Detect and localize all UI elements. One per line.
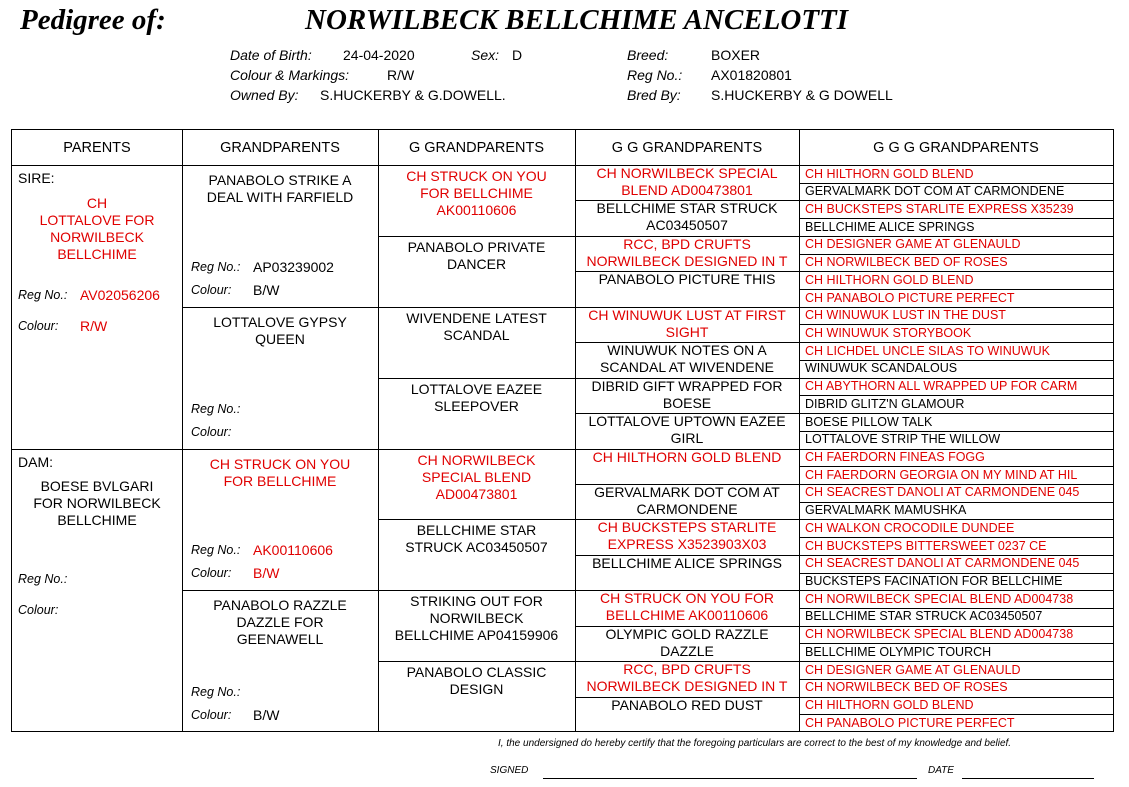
g-grandparent-name — [378, 310, 575, 344]
dob-label: Date of Birth: — [230, 47, 312, 63]
ggg-grandparent-name: CH WINUWUK LUST IN THE DUST — [805, 308, 1006, 323]
gg-grandparent-name — [575, 200, 799, 235]
name-line: BELLCHIME STAR STRUCK — [596, 200, 778, 217]
bred-label: Bred By: — [627, 87, 681, 103]
name-line: DEAL WITH FARFIELD — [206, 189, 354, 205]
sex-value: D — [512, 47, 523, 63]
g-grandparent-name — [378, 168, 575, 219]
grandparent-name — [182, 597, 378, 648]
ggg-grandparent-name: BOESE PILLOW TALK — [805, 414, 933, 429]
colour-label: Colour: — [18, 319, 59, 333]
sire-name — [12, 195, 182, 263]
colour-value: B/W — [253, 565, 280, 582]
name-line: BELLCHIME — [57, 511, 137, 528]
g-grandparent-name — [378, 239, 575, 273]
name-line: LOTTALOVE EAZEE — [410, 380, 543, 397]
ggg-grandparent-name: DIBRID GLITZ'N GLAMOUR — [805, 396, 965, 411]
name-line: GEENAWELL — [236, 631, 324, 648]
column-header: G G GRANDPARENTS — [611, 139, 763, 156]
name-line: OLYMPIC GOLD RAZZLE — [605, 625, 769, 642]
reg-value: AP03239002 — [253, 258, 334, 275]
name-line: NORWILBECK DESIGNED IN T — [586, 252, 788, 269]
g-grandparent-name — [378, 664, 575, 698]
name-line: BELLCHIME AP04159906 — [394, 627, 559, 644]
reg-label: Reg No.: — [191, 259, 241, 274]
g-grandparent-name — [378, 381, 575, 415]
name-line: CH BUCKSTEPS STARLITE — [597, 519, 777, 536]
signature-line[interactable] — [543, 778, 917, 779]
colour-label: Colour: — [191, 566, 232, 581]
gg-grandparent-name — [575, 555, 799, 590]
colour-value: R/W — [387, 67, 415, 83]
ggg-grandparent-name: CH LICHDEL UNCLE SILAS TO WINUWUK — [805, 343, 1050, 358]
gg-grandparent-name — [575, 661, 799, 696]
reg-value: AK00110606 — [253, 542, 333, 559]
name-line: DAZZLE — [660, 642, 714, 659]
name-line: CARMONDENE — [636, 500, 738, 517]
ggg-grandparent-name: BELLCHIME OLYMPIC TOURCH — [805, 644, 992, 659]
signed-label: SIGNED — [490, 765, 529, 776]
name-line: STRUCK AC03450507 — [405, 539, 548, 556]
name-line: NORWILBECK — [50, 229, 144, 245]
name-line: DAZZLE FOR — [236, 614, 324, 631]
column-header: G GRANDPARENTS — [408, 139, 545, 156]
name-line: LOTTALOVE GYPSY — [213, 313, 347, 330]
name-line: CH WINUWUK LUST AT FIRST — [588, 306, 786, 323]
colour-label: Colour: — [191, 424, 232, 439]
name-line: AC03450507 — [646, 217, 728, 234]
name-line: CH — [86, 195, 108, 211]
ggg-grandparent-name: BELLCHIME STAR STRUCK AC03450507 — [805, 609, 1043, 624]
name-line: DIBRID GIFT WRAPPED FOR — [591, 377, 783, 394]
dam-label: DAM: — [18, 453, 53, 470]
ggg-grandparent-name: CH WINUWUK STORYBOOK — [805, 325, 972, 340]
name-line: WINUWUK NOTES ON A — [607, 342, 767, 359]
breed-value: BOXER — [711, 47, 761, 63]
reg-value: AV02056206 — [80, 287, 160, 303]
page-title: Pedigree of: — [20, 4, 166, 36]
grandparent-name — [182, 172, 378, 206]
reg-label: Reg No.: — [191, 685, 241, 699]
grandparent-name — [182, 314, 378, 348]
name-line: PANABOLO PRIVATE — [407, 238, 546, 255]
name-line: SPECIAL BLEND — [421, 468, 532, 485]
ggg-grandparent-name: CH HILTHORN GOLD BLEND — [805, 272, 974, 287]
ggg-grandparent-name: BUCKSTEPS FACINATION FOR BELLCHIME — [805, 574, 1063, 589]
name-line: LOTTALOVE UPTOWN EAZEE — [588, 413, 786, 430]
ggg-grandparent-name: CH HILTHORN GOLD BLEND — [805, 698, 974, 713]
name-line: NORWILBECK — [429, 610, 524, 627]
reg-label: Reg No.: — [191, 401, 241, 416]
colour-label: Colour: — [191, 708, 232, 722]
gg-grandparent-name — [575, 697, 799, 732]
reg-label: Reg No.: — [18, 288, 68, 302]
ggg-grandparent-name: CH NORWILBECK SPECIAL BLEND AD004738 — [805, 627, 1074, 642]
dob-value: 24-04-2020 — [343, 47, 415, 63]
ggg-grandparent-name: CH ABYTHORN ALL WRAPPED UP FOR CARM — [805, 379, 1078, 394]
colour-value: R/W — [80, 318, 108, 334]
name-line: CH STRUCK ON YOU — [209, 455, 351, 472]
breed-label: Breed: — [627, 47, 669, 63]
name-line: FOR BELLCHIME — [420, 185, 533, 201]
gg-grandparent-name — [575, 378, 799, 413]
ggg-grandparent-name: WINUWUK SCANDALOUS — [805, 361, 958, 376]
name-line: CH STRUCK ON YOU — [406, 168, 547, 184]
ggg-grandparent-name: CH WALKON CROCODILE DUNDEE — [805, 520, 1015, 535]
name-line: EXPRESS X3523903X03 — [607, 536, 767, 553]
name-line: SCANDAL AT WIVENDENE — [599, 359, 774, 376]
ggg-grandparent-name: LOTTALOVE STRIP THE WILLOW — [805, 432, 1001, 447]
certification-text: I, the undersigned do hereby certify that the foregoing particulars are correct to the best of my knowledge and belief. — [498, 738, 1012, 749]
name-line: AD00473801 — [435, 485, 518, 502]
gg-grandparent-name — [575, 449, 799, 484]
gg-grandparent-name — [575, 165, 799, 200]
bred-value: S.HUCKERBY & G DOWELL — [711, 87, 893, 103]
ggg-grandparent-name: CH FAERDORN FINEAS FOGG — [805, 450, 985, 464]
gg-grandparent-name — [575, 342, 799, 377]
column-header: PARENTS — [63, 139, 131, 156]
owned-value: S.HUCKERBY & G.DOWELL. — [320, 87, 506, 103]
gg-grandparent-name — [575, 271, 799, 306]
ggg-grandparent-name: CH DESIGNER GAME AT GLENAULD — [805, 237, 1021, 252]
name-line: BELLCHIME — [57, 246, 137, 262]
dam-name — [12, 478, 182, 529]
gg-grandparent-name — [575, 519, 799, 554]
ggg-grandparent-name: CH NORWILBECK BED OF ROSES — [805, 255, 1008, 270]
ggg-grandparent-name: CH HILTHORN GOLD BLEND — [805, 166, 974, 181]
name-line: SLEEPOVER — [434, 397, 519, 414]
reg-label: Reg No.: — [627, 67, 683, 83]
name-line: NORWILBECK DESIGNED IN T — [586, 678, 788, 695]
name-line: DESIGN — [449, 681, 504, 698]
name-line: STRIKING OUT FOR — [410, 593, 543, 610]
colour-value: B/W — [253, 281, 280, 298]
sire-label: SIRE: — [18, 170, 55, 186]
name-line: FOR NORWILBECK — [33, 494, 161, 511]
reg-value: AX01820801 — [711, 67, 792, 83]
pedigree-table — [11, 129, 1114, 732]
ggg-grandparent-name: CH PANABOLO PICTURE PERFECT — [805, 715, 1015, 730]
name-line: CH STRUCK ON YOU FOR — [600, 590, 774, 607]
owned-label: Owned By: — [230, 87, 299, 103]
column-header: G G G GRANDPARENTS — [873, 139, 1039, 156]
ggg-grandparent-name: GERVALMARK DOT COM AT CARMONDENE — [805, 184, 1065, 199]
colour-label: Colour: — [18, 602, 59, 617]
name-line: GERVALMARK DOT COM AT — [594, 483, 780, 500]
ggg-grandparent-name: CH BUCKSTEPS BITTERSWEET 0237 CE — [805, 538, 1047, 553]
ggg-grandparent-name: CH NORWILBECK BED OF ROSES — [805, 680, 1008, 695]
name-line: SIGHT — [665, 323, 709, 340]
ggg-grandparent-name: CH NORWILBECK SPECIAL BLEND AD004738 — [805, 591, 1074, 606]
g-grandparent-name — [378, 522, 575, 556]
name-line: BOESE — [662, 394, 712, 411]
ggg-grandparent-name: CH FAERDORN GEORGIA ON MY MIND AT HIL — [805, 467, 1078, 482]
name-line: CH NORWILBECK SPECIAL — [596, 165, 778, 181]
name-line: QUEEN — [255, 330, 305, 347]
reg-label: Reg No.: — [191, 543, 241, 558]
name-line: PANABOLO PICTURE THIS — [598, 271, 776, 288]
name-line: DANCER — [446, 255, 507, 272]
gg-grandparent-name — [575, 413, 799, 448]
g-grandparent-name — [378, 593, 575, 644]
sex-label: Sex: — [471, 47, 500, 63]
ggg-grandparent-name: CH DESIGNER GAME AT GLENAULD — [805, 662, 1021, 677]
reg-label: Reg No.: — [18, 571, 68, 586]
grandparent-name — [182, 456, 378, 490]
ggg-grandparent-name: CH SEACREST DANOLI AT CARMONDENE 045 — [805, 485, 1080, 500]
gg-grandparent-name — [575, 307, 799, 342]
gg-grandparent-name — [575, 236, 799, 271]
name-line: PANABOLO STRIKE A — [208, 172, 352, 188]
date-line[interactable] — [962, 778, 1094, 779]
name-line: RCC, BPD CRUFTS — [623, 235, 751, 252]
name-line: PANABOLO CLASSIC — [406, 664, 547, 681]
colour-label: Colour: — [191, 282, 232, 297]
ggg-grandparent-name: GERVALMARK MAMUSHKA — [805, 503, 967, 518]
dog-name: NORWILBECK BELLCHIME ANCELOTTI — [305, 4, 849, 36]
ggg-grandparent-name: BELLCHIME ALICE SPRINGS — [805, 219, 975, 234]
name-line: WIVENDENE LATEST — [406, 309, 547, 326]
name-line: AK00110606 — [436, 202, 517, 218]
name-line: CH HILTHORN GOLD BLEND — [592, 448, 782, 465]
name-line: BOESE BVLGARI — [40, 477, 154, 494]
g-grandparent-name — [378, 452, 575, 503]
colour-value: B/W — [253, 707, 280, 723]
name-line: CH NORWILBECK — [417, 451, 536, 468]
name-line: PANABOLO RAZZLE — [213, 597, 347, 614]
ggg-grandparent-name: CH BUCKSTEPS STARLITE EXPRESS X35239 — [805, 201, 1074, 216]
name-line: BELLCHIME STAR — [416, 522, 537, 539]
ggg-grandparent-name: CH PANABOLO PICTURE PERFECT — [805, 290, 1015, 305]
name-line: GIRL — [670, 430, 704, 447]
gg-grandparent-name — [575, 590, 799, 625]
gg-grandparent-name — [575, 484, 799, 519]
ggg-grandparent-name: CH SEACREST DANOLI AT CARMONDENE 045 — [805, 556, 1080, 571]
name-line: BELLCHIME ALICE SPRINGS — [592, 554, 782, 571]
column-header: GRANDPARENTS — [220, 139, 340, 156]
name-line: FOR BELLCHIME — [223, 472, 337, 489]
name-line: RCC, BPD CRUFTS — [623, 661, 751, 678]
colour-label: Colour & Markings: — [230, 67, 350, 83]
name-line: PANABOLO RED DUST — [611, 696, 763, 713]
name-line: SCANDAL — [443, 326, 510, 343]
date-label: DATE — [928, 765, 954, 776]
gg-grandparent-name — [575, 626, 799, 661]
name-line: BLEND AD00473801 — [621, 182, 753, 198]
name-line: LOTTALOVE FOR — [39, 212, 155, 228]
name-line: BELLCHIME AK00110606 — [605, 607, 769, 624]
